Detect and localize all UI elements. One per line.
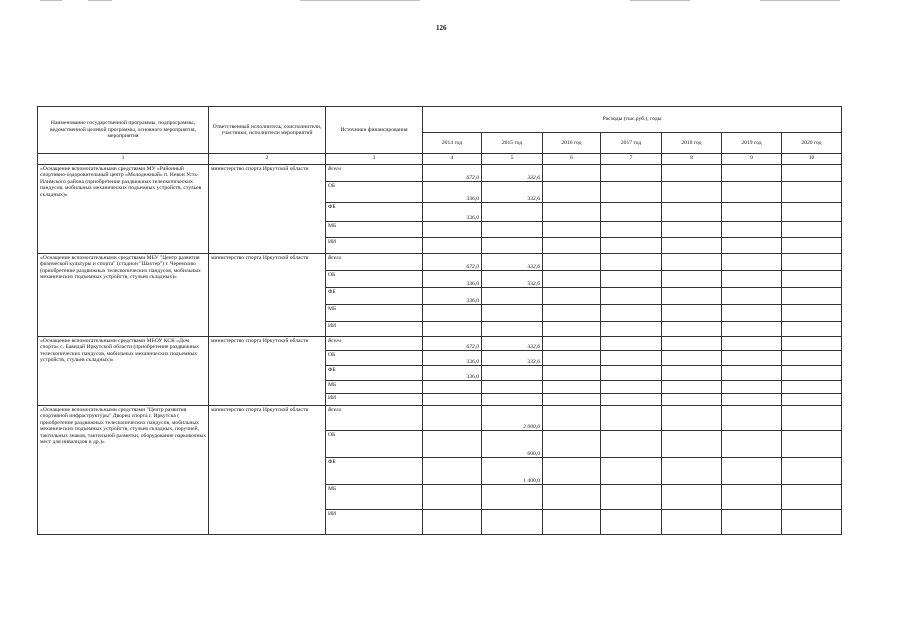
table-row (38, 165, 842, 182)
expense-value (601, 238, 662, 254)
expense-value (482, 394, 543, 406)
expense-value (782, 322, 842, 337)
expense-value (722, 406, 782, 431)
expense-value (662, 203, 722, 222)
expense-value (662, 510, 722, 535)
executor: министерство спорта Иркутской области (209, 337, 326, 406)
program-name: «Оснащение вспомогательными средствами МБУ "Центр развития физической культуры и спорта" (стадион "Шахтер") г. Черемхово (приобретение раздвижных телескопических пандусов, мобильных механических подъемных устройств, стульев складных)» (38, 254, 209, 337)
expense-value (722, 431, 782, 458)
expense-value (601, 254, 662, 271)
expense-value (543, 406, 601, 431)
funding-source: МБ (326, 222, 423, 238)
expense-value (662, 406, 722, 431)
expense-value (423, 322, 482, 337)
expense-value (662, 165, 722, 182)
expense-value (662, 366, 722, 381)
table-row (38, 337, 842, 351)
expense-value (482, 238, 543, 254)
expense-value (662, 431, 722, 458)
scan-artifact (630, 0, 690, 1)
expense-value (482, 288, 543, 305)
expense-value (543, 351, 601, 366)
scan-artifact (40, 0, 62, 1)
expense-value: 600,0 (482, 431, 543, 458)
expense-value (423, 222, 482, 238)
expense-value (601, 351, 662, 366)
expense-value (662, 305, 722, 322)
expense-value (662, 222, 722, 238)
expense-value (722, 165, 782, 182)
expense-value (543, 485, 601, 510)
funding-source: ИИ (326, 238, 423, 254)
expense-value (543, 366, 601, 381)
expense-value (722, 458, 782, 485)
header-year: 2015 год (482, 133, 543, 154)
expense-value (782, 366, 842, 381)
expense-value (601, 322, 662, 337)
expense-value (601, 271, 662, 288)
column-number: 9 (722, 154, 782, 165)
expense-value (782, 381, 842, 394)
funding-source: ИИ (326, 394, 423, 406)
expense-value (782, 458, 842, 485)
expense-value (601, 165, 662, 182)
column-number: 3 (326, 154, 423, 165)
expense-value (782, 431, 842, 458)
header-year: 2016 год (543, 133, 601, 154)
expense-value (662, 182, 722, 203)
expense-value (423, 485, 482, 510)
expense-value (722, 222, 782, 238)
expense-value (782, 203, 842, 222)
expense-value (423, 394, 482, 406)
expense-value (782, 337, 842, 351)
expense-value (662, 458, 722, 485)
expense-value (543, 305, 601, 322)
column-number: 1 (38, 154, 209, 165)
expense-value (782, 351, 842, 366)
funding-source: Всего (326, 406, 423, 431)
expense-value: 672,0 (423, 165, 482, 182)
expense-value (662, 381, 722, 394)
expense-value: 2 000,0 (482, 406, 543, 431)
page-number: 126 (436, 24, 447, 32)
expense-value: 332,6 (482, 271, 543, 288)
expense-value (543, 394, 601, 406)
expense-value: 1 400,0 (482, 458, 543, 485)
expense-value (662, 271, 722, 288)
header-source: Источники финансирования (326, 107, 423, 154)
funding-source: Всего (326, 337, 423, 351)
funding-source: МБ (326, 485, 423, 510)
expense-value (782, 305, 842, 322)
scan-artifact (88, 0, 112, 1)
expense-value (482, 485, 543, 510)
column-number: 10 (782, 154, 842, 165)
funding-source: ИИ (326, 322, 423, 337)
expense-value (601, 381, 662, 394)
column-number: 8 (662, 154, 722, 165)
expense-value (662, 337, 722, 351)
expense-value (423, 510, 482, 535)
expense-value: 672,0 (423, 337, 482, 351)
funding-source: ОБ (326, 271, 423, 288)
column-number: 6 (543, 154, 601, 165)
scan-artifact (300, 0, 420, 1)
expense-value (543, 182, 601, 203)
header-executor: Ответственный исполнитель, соисполнители, участники, исполнители мероприятий (209, 107, 326, 154)
funding-source: ОБ (326, 182, 423, 203)
expense-value (782, 182, 842, 203)
expense-value (722, 337, 782, 351)
expense-value (423, 238, 482, 254)
expense-value (782, 238, 842, 254)
expense-value (601, 510, 662, 535)
expense-value (601, 406, 662, 431)
expense-value (482, 322, 543, 337)
expense-value (722, 485, 782, 510)
expense-value (423, 305, 482, 322)
executor: министерство спорта Иркутской области (209, 406, 326, 535)
expense-value (782, 485, 842, 510)
expense-value (722, 271, 782, 288)
expense-value (423, 406, 482, 431)
funding-source: ОБ (326, 351, 423, 366)
funding-source: МБ (326, 305, 423, 322)
expense-value (662, 394, 722, 406)
expense-value (782, 394, 842, 406)
expense-value (482, 222, 543, 238)
expense-value (722, 394, 782, 406)
expense-value (722, 182, 782, 203)
funding-source: ОБ (326, 431, 423, 458)
expense-value: 336,0 (423, 288, 482, 305)
expense-value (601, 203, 662, 222)
expense-value (782, 271, 842, 288)
column-number: 5 (482, 154, 543, 165)
budget-table (37, 106, 842, 535)
executor: министерство спорта Иркутской области (209, 165, 326, 254)
header-year: 2020 год (782, 133, 842, 154)
expense-value (543, 238, 601, 254)
expense-value (543, 458, 601, 485)
expense-value (543, 203, 601, 222)
expense-value (482, 510, 543, 535)
expense-value (543, 322, 601, 337)
column-number: 2 (209, 154, 326, 165)
expense-value (543, 222, 601, 238)
expense-value (722, 203, 782, 222)
expense-value (601, 305, 662, 322)
funding-source: ФБ (326, 203, 423, 222)
expense-value (543, 510, 601, 535)
expense-value (482, 366, 543, 381)
expense-value (722, 254, 782, 271)
expense-value (662, 288, 722, 305)
funding-source: ИИ (326, 510, 423, 535)
expense-value (662, 238, 722, 254)
table-row (38, 254, 842, 271)
expense-value (482, 203, 543, 222)
expense-value (423, 458, 482, 485)
header-expenses: Расходы (тыс.руб.), годы (423, 107, 842, 133)
expense-value (722, 322, 782, 337)
column-number: 4 (423, 154, 482, 165)
expense-value: 336,0 (423, 203, 482, 222)
expense-value (722, 381, 782, 394)
expense-value: 336,0 (423, 182, 482, 203)
expense-value: 332,6 (482, 337, 543, 351)
expense-value (543, 288, 601, 305)
expense-value: 672,0 (423, 254, 482, 271)
header-year: 2019 год (722, 133, 782, 154)
expense-value: 332,6 (482, 165, 543, 182)
expense-value (543, 337, 601, 351)
expense-value (782, 510, 842, 535)
expense-value (601, 222, 662, 238)
expense-value: 336,0 (423, 366, 482, 381)
expense-value (601, 182, 662, 203)
funding-source: ФБ (326, 366, 423, 381)
funding-source: ФБ (326, 458, 423, 485)
expense-value: 332,6 (482, 351, 543, 366)
header-year: 2014 год (423, 133, 482, 154)
program-name: «Оснащение вспомогательными средствами МУ «Районный спортивно-оздоровительный центр «Молодежный» п. Невон Усть-Илимского района (приобретение раздвижных телескопических пандусов, мобильных механических подъемных устройств, стульев складных)» (38, 165, 209, 254)
expense-value: 332,6 (482, 182, 543, 203)
expense-value (601, 288, 662, 305)
funding-source: МБ (326, 381, 423, 394)
expense-value (601, 458, 662, 485)
expense-value (482, 305, 543, 322)
expense-value (423, 381, 482, 394)
expense-value: 336,0 (423, 271, 482, 288)
expense-value (722, 305, 782, 322)
expense-value (543, 165, 601, 182)
expense-value (722, 288, 782, 305)
expense-value (543, 381, 601, 394)
header-program: Наименование государственной программы, подпрограммы, ведомственной целевой программы, основного мероприятия, мероприятия (38, 107, 209, 154)
funding-source: Всего (326, 165, 423, 182)
expense-value (722, 238, 782, 254)
table-row (38, 406, 842, 431)
header-year: 2018 год (662, 133, 722, 154)
expense-value (782, 254, 842, 271)
expense-value (662, 485, 722, 510)
expense-value (423, 431, 482, 458)
expense-value (782, 165, 842, 182)
expense-value (601, 366, 662, 381)
expense-value (601, 337, 662, 351)
expense-value (722, 366, 782, 381)
expense-value (782, 406, 842, 431)
program-name: «Оснащение вспомогательными средствами "Центр развития спортивной инфраструктуры" Дворец спорта г. Иркутска ( приобретение раздвижных телескопических пандусов, мобильных механических подъемных устройств, стульев складных, поручней, тактильных знаков, тактильной разметки, оборудование парковочных мест для инвалидов и др.)» (38, 406, 209, 535)
expense-value (722, 351, 782, 366)
expense-value (543, 431, 601, 458)
expense-value: 332,6 (482, 254, 543, 271)
funding-source: ФБ (326, 288, 423, 305)
expense-value (543, 271, 601, 288)
expense-value (662, 322, 722, 337)
column-number: 7 (601, 154, 662, 165)
header-year: 2017 год (601, 133, 662, 154)
program-name: «Оснащение вспомогательными средствами МБОУ КСК «Дом спорта» с. Баяндай Иркутской области (приобретение раздвижных телескопических пандусов, мобильных механических подъемных устройств, стульев складных)» (38, 337, 209, 406)
expense-value (601, 431, 662, 458)
expense-value (782, 288, 842, 305)
expense-value (722, 510, 782, 535)
funding-source: Всего (326, 254, 423, 271)
expense-value (662, 351, 722, 366)
expense-value (662, 254, 722, 271)
expense-value (782, 222, 842, 238)
scan-artifact (760, 0, 840, 1)
expense-value (601, 485, 662, 510)
expense-value (543, 254, 601, 271)
expense-value: 336,0 (423, 351, 482, 366)
expense-value (601, 394, 662, 406)
executor: министерство спорта Иркутской области (209, 254, 326, 337)
expense-value (482, 381, 543, 394)
